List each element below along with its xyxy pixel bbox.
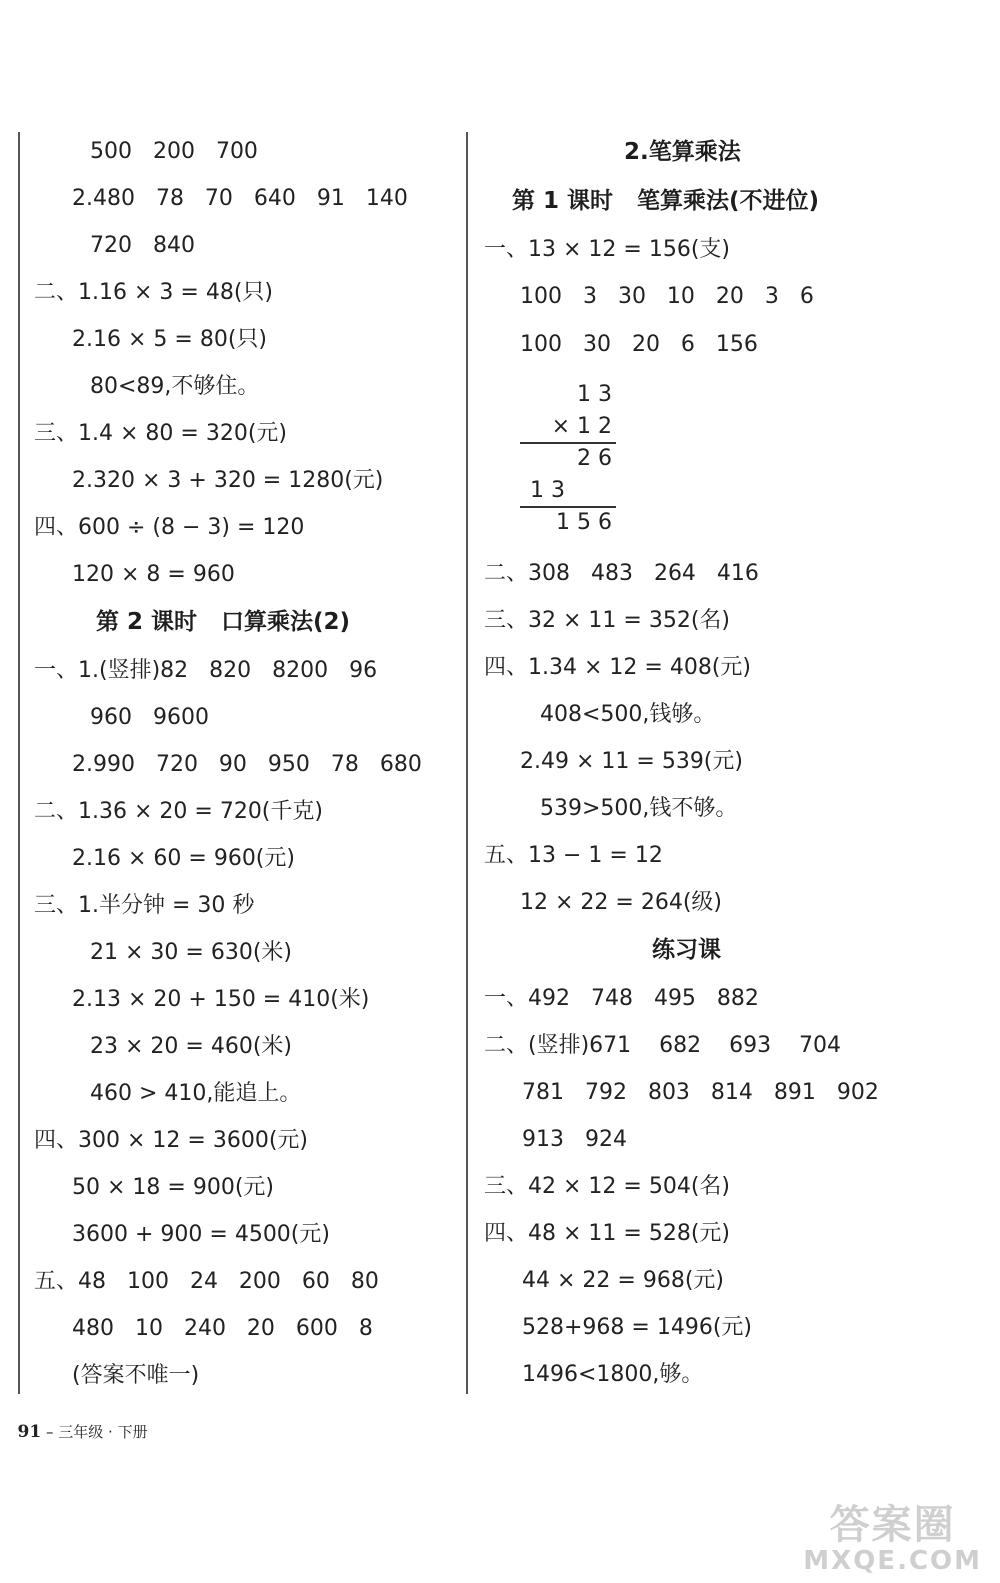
answer-line: 720 840: [90, 233, 195, 258]
answer-line: 二、1.36 × 20 = 720(千克): [34, 799, 323, 824]
vertical-multiplier: × 1 2: [551, 414, 612, 439]
answer-line: 100 30 20 6 156: [520, 332, 758, 357]
lesson-heading: 第 2 课时 口算乘法(2): [96, 609, 351, 635]
answer-line: 2.480 78 70 640 91 140: [72, 186, 408, 211]
answer-line: 23 × 20 = 460(米): [90, 1034, 292, 1059]
answer-line: 913 924: [522, 1127, 627, 1152]
vertical-multiplicand: 1 3: [577, 382, 612, 407]
answer-line: 2.13 × 20 + 150 = 410(米): [72, 987, 370, 1012]
answer-line: 五、13 − 1 = 12: [484, 843, 663, 868]
answer-line: 三、32 × 11 = 352(名): [484, 608, 730, 633]
answer-line: 100 3 30 10 20 3 6: [520, 284, 814, 309]
answer-line: 44 × 22 = 968(元): [522, 1268, 724, 1293]
answer-line: 2.49 × 11 = 539(元): [520, 749, 743, 774]
answer-line: 500 200 700: [90, 139, 258, 164]
answer-line: 2.16 × 60 = 960(元): [72, 846, 295, 871]
answer-line: 50 × 18 = 900(元): [72, 1175, 274, 1200]
vertical-partial-2: 1 3: [530, 478, 565, 503]
answer-line: 二、308 483 264 416: [484, 561, 759, 586]
answer-line: 539>500,钱不够。: [540, 796, 738, 821]
section-title: 2.笔算乘法: [624, 139, 741, 165]
answer-line: 21 × 30 = 630(米): [90, 940, 292, 965]
answer-line: 三、42 × 12 = 504(名): [484, 1174, 730, 1199]
answer-line: 781 792 803 814 891 902: [522, 1080, 879, 1105]
answer-line: 四、600 ÷ (8 − 3) = 120: [34, 515, 305, 540]
answer-line: 2.990 720 90 950 78 680: [72, 752, 422, 777]
answer-line: 一、13 × 12 = 156(支): [484, 237, 730, 262]
watermark-line1: 答案圈: [829, 1502, 956, 1548]
answer-line: 2.320 × 3 + 320 = 1280(元): [72, 468, 384, 493]
lesson-heading: 第 1 课时 笔算乘法(不进位): [512, 188, 820, 214]
column-divider: [466, 132, 468, 1394]
answer-line: 二、1.16 × 3 = 48(只): [34, 280, 273, 305]
answer-line: 一、1.(竖排)82 820 8200 96: [34, 658, 378, 683]
page-footer: [8, 1403, 148, 1442]
answer-line: 960 9600: [90, 705, 209, 730]
answer-line: 480 10 240 20 600 8: [72, 1316, 373, 1341]
practice-title: 练习课: [652, 937, 721, 963]
answer-line: 408<500,钱够。: [540, 702, 716, 727]
answer-line: 二、(竖排)671 682 693 704: [484, 1033, 842, 1058]
answer-line: 四、1.34 × 12 = 408(元): [484, 655, 751, 680]
answer-line: 四、48 × 11 = 528(元): [484, 1221, 730, 1246]
vertical-partial-1: 2 6: [577, 446, 612, 471]
watermark-line2: MXQE.COM: [803, 1546, 982, 1576]
grade-label: 三年级 · 下册: [58, 1423, 148, 1441]
answer-line: 80<89,不够住。: [90, 374, 260, 399]
answer-line: 三、1.4 × 80 = 320(元): [34, 421, 287, 446]
answer-line: 460 > 410,能追上。: [90, 1081, 302, 1106]
answer-line: 120 × 8 = 960: [72, 562, 235, 587]
page-number: 91: [17, 1422, 42, 1442]
answer-line: 五、48 100 24 200 60 80: [34, 1269, 379, 1294]
answer-line: 3600 + 900 = 4500(元): [72, 1222, 330, 1247]
answer-line: 528+968 = 1496(元): [522, 1315, 752, 1340]
answer-line: 2.16 × 5 = 80(只): [72, 327, 267, 352]
answer-line: 12 × 22 = 264(级): [520, 890, 722, 915]
answer-line: 1496<1800,够。: [522, 1362, 704, 1387]
left-margin-rule: [18, 132, 20, 1394]
answer-line: 一、492 748 495 882: [484, 986, 759, 1011]
answer-line: 三、1.半分钟 = 30 秒: [34, 893, 255, 918]
answer-line: 四、300 × 12 = 3600(元): [34, 1128, 308, 1153]
vertical-result: 1 5 6: [556, 510, 612, 535]
answer-line: (答案不唯一): [72, 1363, 200, 1388]
footer-dash: –: [41, 1423, 59, 1441]
watermark: [803, 1503, 982, 1575]
vertical-multiplication: [520, 378, 620, 538]
